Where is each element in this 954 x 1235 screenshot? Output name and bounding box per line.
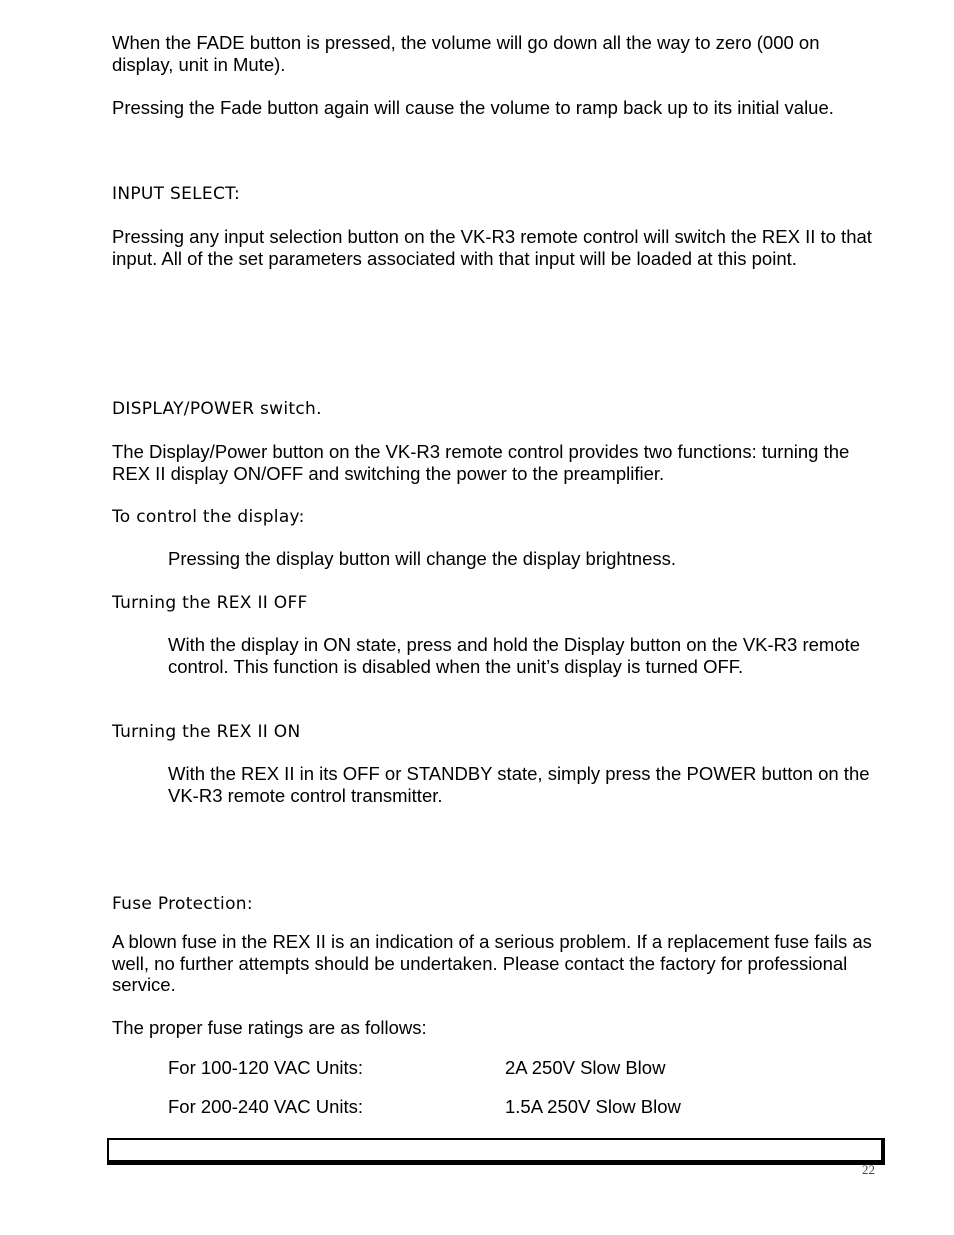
fuse-rating-units: For 100-120 VAC Units: [168,1057,364,1078]
fade-paragraph-1: When the FADE button is pressed, the volume will go down all the way to zero (000 on display, unit in Mute). [112,32,820,75]
input-select-heading: INPUT SELECT: [112,184,240,204]
turning-on-text: With the REX II in its OFF or STANDBY state, simply press the POWER button on the VK-R3 remote control transmitter. [168,763,870,806]
fuse-rating-value: 2A 250V Slow Blow [505,1057,666,1078]
fuse-rating-value: 1.5A 250V Slow Blow [505,1096,681,1117]
fuse-rating-units: For 200-240 VAC Units: [168,1096,364,1117]
fuse-protection-heading: Fuse Protection: [112,894,253,914]
control-display-text: Pressing the display button will change the display brightness. [168,548,677,569]
display-power-paragraph: The Display/Power button on the VK-R3 remote control provides two functions: turning the REX II display ON/OFF and switching the power to the preamplifier. [112,441,850,484]
turning-off-heading: Turning the REX II OFF [112,593,308,613]
fade-paragraph-2: Pressing the Fade button again will cause the volume to ramp back up to its initial value. [112,97,834,118]
display-power-heading: DISPLAY/POWER switch. [112,399,322,419]
turning-off-text: With the display in ON state, press and hold the Display button on the VK-R3 remote control. This function is disabled when the unit’s display is turned OFF. [168,634,861,677]
fuse-paragraph-1: A blown fuse in the REX II is an indication of a serious problem. If a replacement fuse fails as well, no further attempts should be undertaken. Please contact the factory for professional service. [112,931,872,995]
fuse-paragraph-2: The proper fuse ratings are as follows: [112,1017,427,1038]
input-select-paragraph: Pressing any input selection button on the VK-R3 remote control will switch the REX II to that input. All of the set parameters associated with that input will be loaded at this point. [112,226,872,269]
page-number: 22 [862,1162,875,1177]
turning-on-heading: Turning the REX II ON [112,722,301,742]
control-display-heading: To control the display: [112,507,305,527]
footer-rule-box [107,1138,885,1165]
